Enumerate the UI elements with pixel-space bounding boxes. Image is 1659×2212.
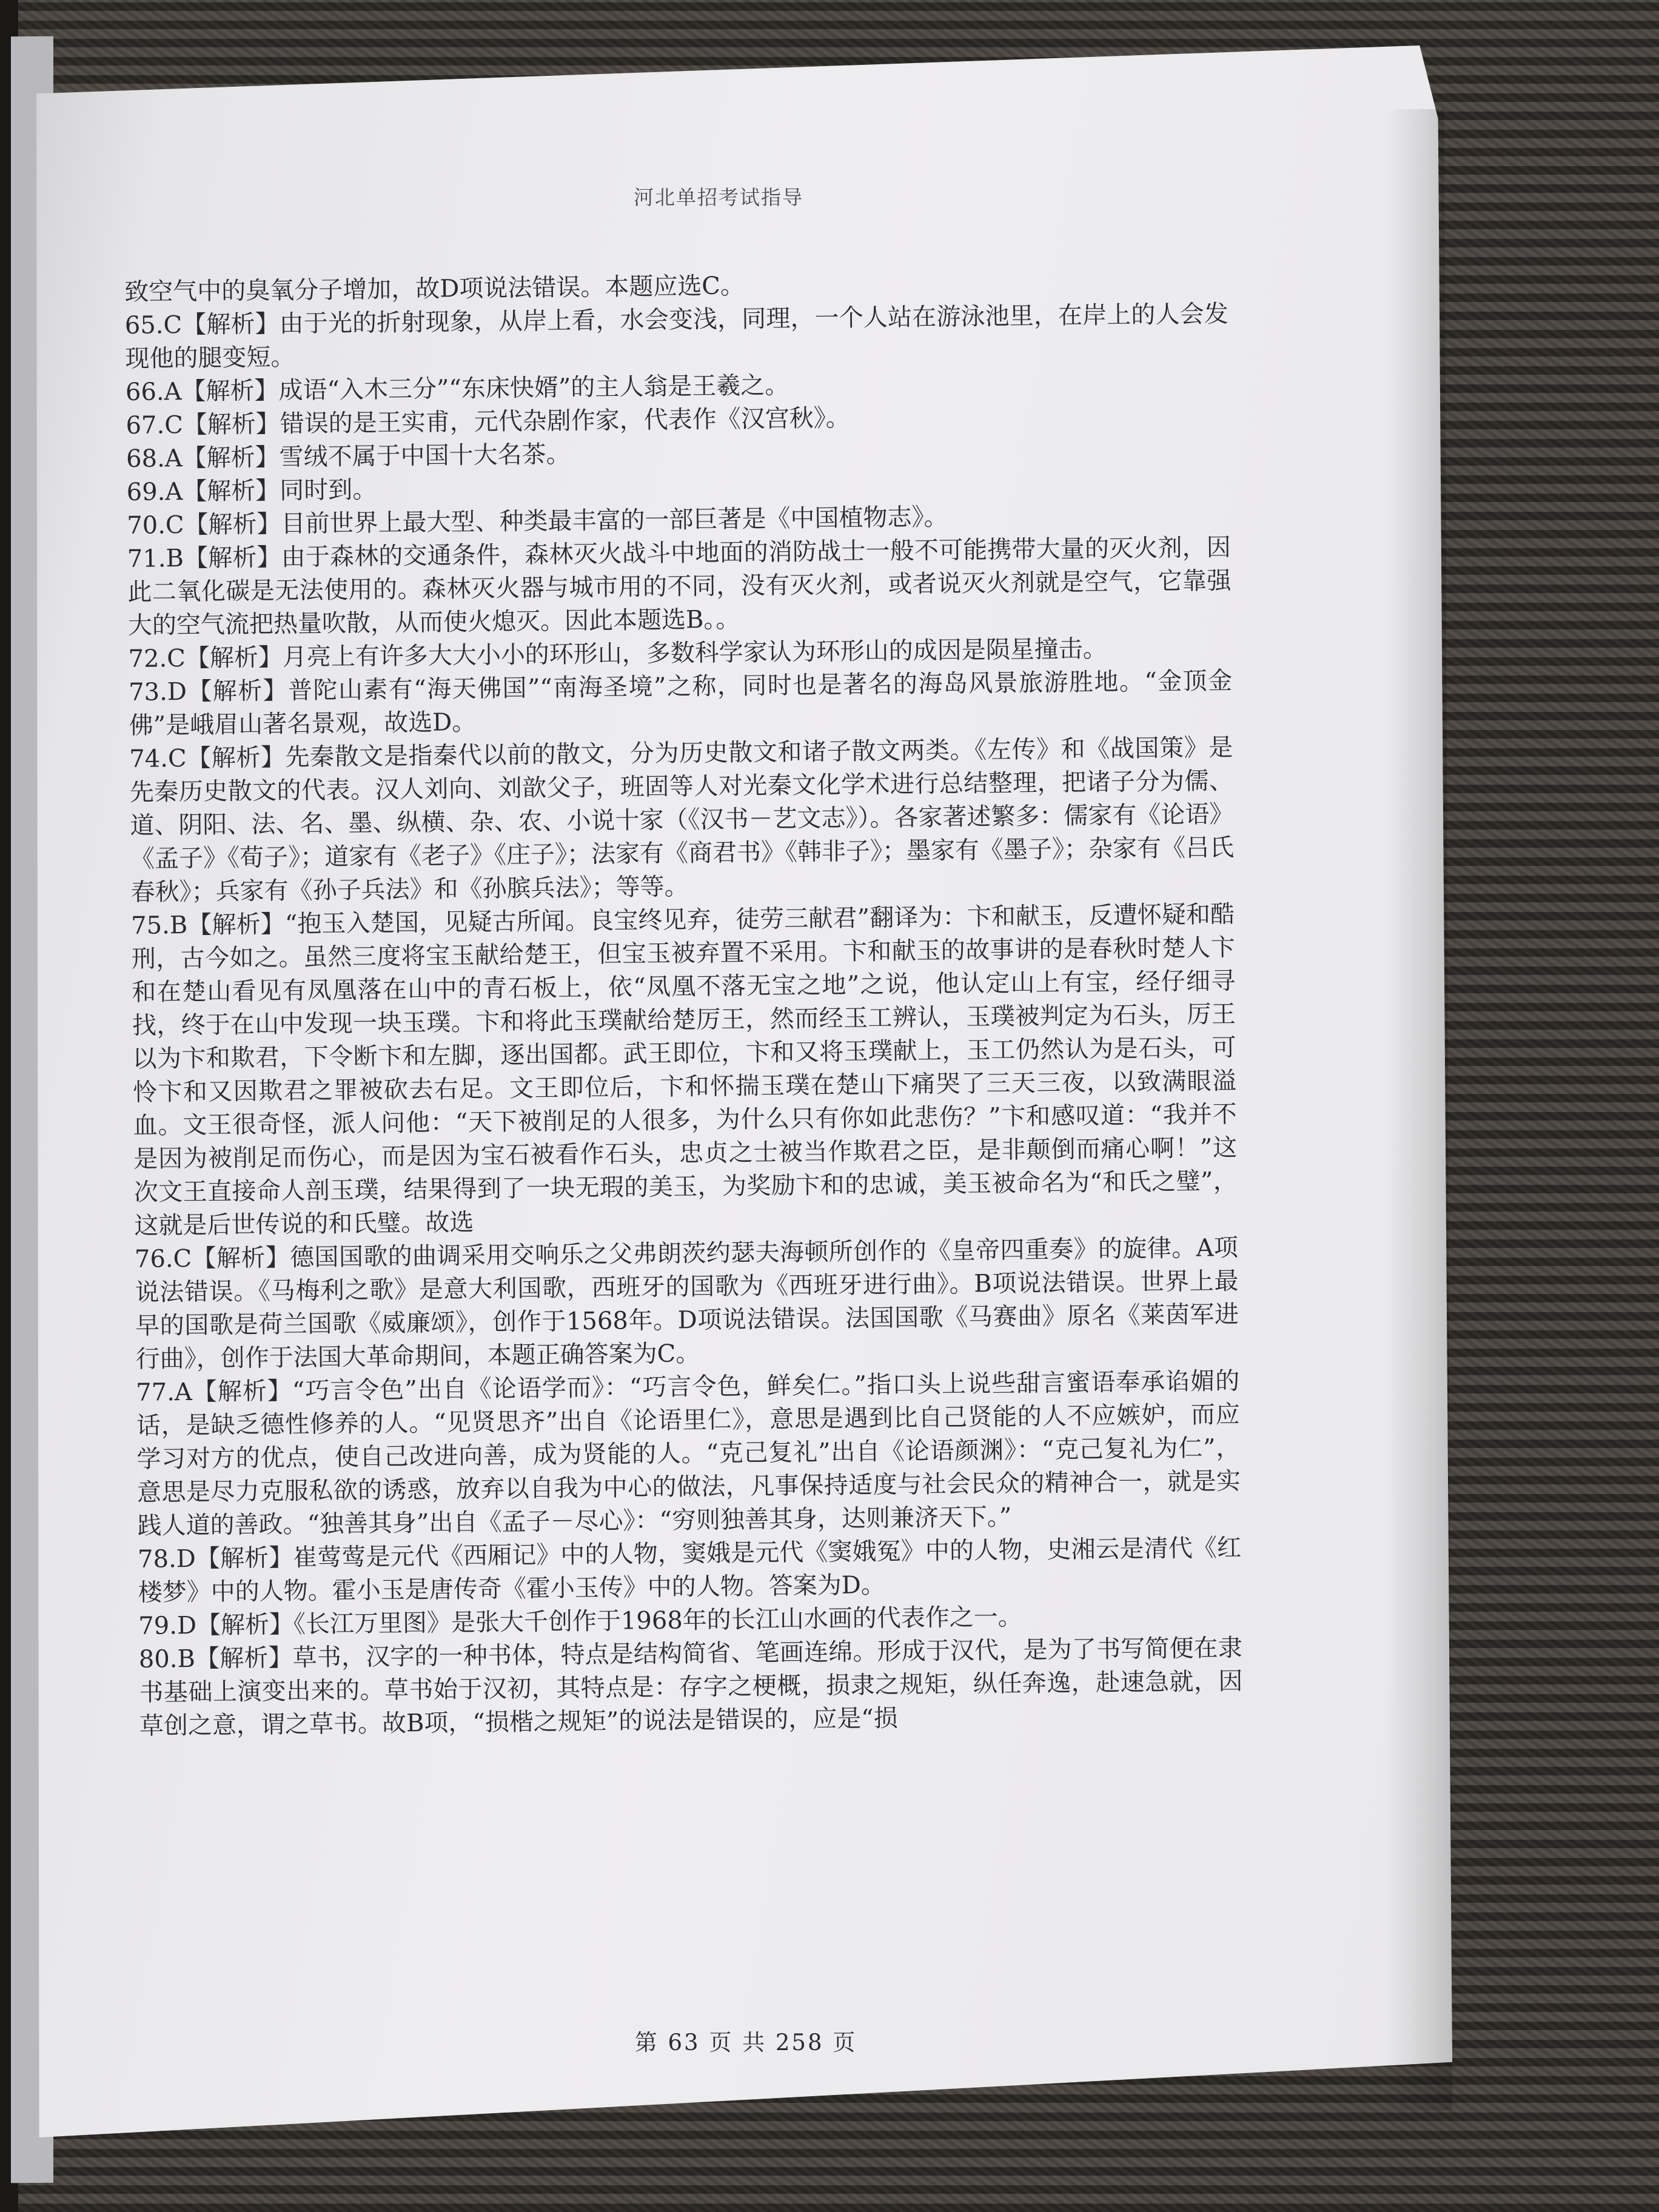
answer-75: 75.B【解析】“抱玉入楚国，见疑古所闻。良宝终见弃，徒劳三献君”翻译为：卞和献玉，反遭怀疑和酷刑，古今如之。虽然三度将宝玉献给楚王，但宝玉被弃置不采用。卞和献玉的故事讲的是春秋时楚人卞和在楚山看见有凤凰落在山中的青石板上，依“凤凰不落无宝之地”之说，他认定山上有宝，经仔细寻找，终于在山中发现一块玉璞。卞和将此玉璞献给楚厉王，然而经玉工辨认，玉璞被判定为石头，厉王以为卞和欺君，下令断卞和左脚，逐出国都。武王即位，卞和又将玉璞献上，玉工仍然认为是石头，可怜卞和又因欺君之罪被砍去右足。文王即位后，卞和怀揣玉璞在楚山下痛哭了三天三夜，以致满眼溢血。文王很奇怪，派人问他：“天下被削足的人很多，为什么只有你如此悲伤？”卞和感叹道：“我并不是因为被削足而伤心，而是因为宝石被看作石头，忠贞之士被当作欺君之臣，是非颠倒而痛心啊！”这次文王直接命人剖玉璞，结果得到了一块无瑕的美玉，为奖励卞和的忠诚，美玉被命名为“和氏之璧”，这就是后世传说的和氏璧。故选 xyxy=(130,900,1238,1240)
answer-71: 71.B【解析】由于森林的交通条件，森林灭火战斗中地面的消防战士一般不可能携带大量的灭火剂，因此二氧化碳是无法使用的。森林灭火器与城市用的不同，没有灭火剂，或者说灭火剂就是空气，它靠强大的空气流把热量吹散，从而使火熄灭。因此本题选B。。 xyxy=(127,533,1232,640)
answer-80: 80.B【解析】草书，汉字的一种书体，特点是结构简省、笔画连绵。形成于汉代，是为了书写简便在隶书基础上演变出来的。草书始于汉初，其特点是：存字之梗概，损隶之规矩，纵任奔逸，赴速急就，因草创之意，谓之草书。故B项，“损楷之规矩”的说法是错误的，应是“损 xyxy=(138,1634,1243,1740)
answer-67: 67.C【解析】错误的是王实甫，元代杂剧作家，代表作《汉宫秋》。 xyxy=(126,404,850,440)
answer-74: 74.C【解析】先秦散文是指秦代以前的散文，分为历史散文和诸子散文两类。《左传》和《战国策》是先秦历史散文的代表。汉人刘向、刘歆父子，班固等人对光秦文化学术进行总结整理，把诸子分为儒、道、阴阳、法、名、墨、纵横、杂、农、小说十家（《汉书－艺文志》）。各家著述繁多：儒家有《论语》《孟子》《荀子》；道家有《老子》《庄子》；法家有《商君书》《韩非子》；墨家有《墨子》；杂家有《吕氏春秋》；兵家有《孙子兵法》和《孙膑兵法》；等等。 xyxy=(129,733,1235,907)
page-number: 第 63 页 共 258 页 xyxy=(634,2029,857,2056)
answer-79: 79.D【解析】《长江万里图》是张大千创作于1968年的长江山水画的代表作之一。 xyxy=(138,1603,1022,1640)
running-header: 河北单招考试指导 xyxy=(634,186,803,209)
answer-72: 72.C【解析】月亮上有许多大大小小的环形山，多数科学家认为环形山的成因是陨星撞击。 xyxy=(128,635,1107,673)
answer-76: 76.C【解析】德国国歌的曲调采用交响乐之父弗朗茨约瑟夫海顿所创作的《皇帝四重奏》的旋律。A项说法错误。《马梅利之歌》是意大利国歌，西班牙的国歌为《西班牙进行曲》。B项说法错误。世界上最早的国歌是荷兰国歌《威廉颂》，创作于1568年。D项说法错误。法国国歌《马赛曲》原名《莱茵军进行曲》，创作于法国大革命期间，本题正确答案为C。 xyxy=(134,1233,1239,1373)
answer-66: 66.A【解析】成语“入木三分”“东床快婿”的主人翁是王羲之。 xyxy=(125,371,789,406)
answer-77: 77.A【解析】“巧言令色”出自《论语学而》：“巧言令色，鲜矣仁。”指口头上说些甜言蜜语奉承谄媚的话，是缺乏德性修养的人。“见贤思齐”出自《论语里仁》，意思是遇到比自己贤能的人不应嫉妒，而应学习对方的优点，使自己改进向善，成为贤能的人。“克己复礼”出自《论语颜渊》：“克己复礼为仁”，意思是尽力克服私欲的诱惑，放弃以自我为中心的做法，凡事保持适度与社会民众的精神合一，就是实践人道的善政。“独善其身”出自《孟子－尽心》：“穷则独善其身，达则兼济天下。” xyxy=(136,1367,1241,1540)
answer-70: 70.C【解析】目前世界上最大型、种类最丰富的一部巨著是《中国植物志》。 xyxy=(127,503,948,540)
page-curl-shadow xyxy=(1386,109,1452,2110)
answer-65: 65.C【解析】由于光的折射现象，从岸上看，水会变浅，同理，一个人站在游泳池里，在岸上的人会发现他的腿变短。 xyxy=(124,300,1228,373)
answer-explanations xyxy=(124,264,1243,1743)
answer-69: 69.A【解析】同时到。 xyxy=(126,475,377,506)
answer-78: 78.D【解析】崔莺莺是元代《西厢记》中的人物，窦娥是元代《窦娥冤》中的人物，史湘云是清代《红楼梦》中的人物。霍小玉是唐传奇《霍小玉传》中的人物。答案为D。 xyxy=(137,1533,1242,1607)
answer-73: 73.D【解析】普陀山素有“海天佛国”“南海圣境”之称，同时也是著名的海岛风景旅游胜地。“金顶金佛”是峨眉山著名景观，故选D。 xyxy=(128,666,1233,740)
paragraph-continuation: 致空气中的臭氧分子增加，故D项说法错误。本题应选C。 xyxy=(124,272,745,306)
answer-68: 68.A【解析】雪绒不属于中国十大名茶。 xyxy=(126,440,571,473)
